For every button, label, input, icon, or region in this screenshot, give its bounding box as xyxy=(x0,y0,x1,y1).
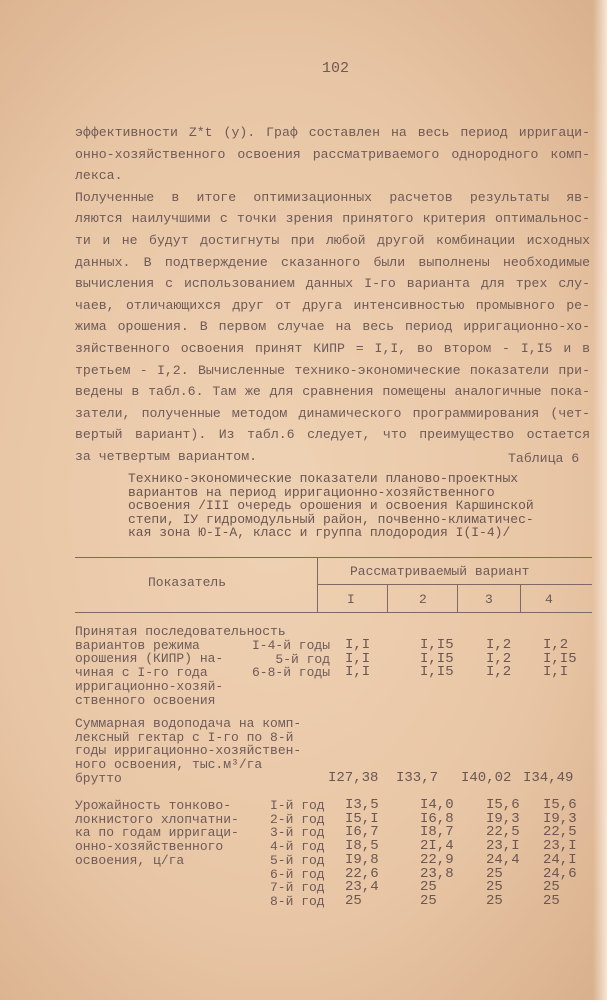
caption-line: степи, IУ гидромодульный район, почвенно-климатичес- xyxy=(128,511,534,527)
cell-value: 22,5 xyxy=(543,824,577,841)
page-edge xyxy=(593,0,607,1000)
cell-value: I8,7 xyxy=(420,824,454,841)
cell-value: I5,6 xyxy=(486,797,520,813)
body-line: онно-хозяйственного освоения рассматриваемого однородного комп- xyxy=(75,146,590,162)
header-variant: Рассматриваемый вариант xyxy=(350,564,530,579)
period-label: 5-й год xyxy=(270,852,325,868)
label-line: освоения, ц/га xyxy=(75,852,185,868)
table-vrule xyxy=(520,584,521,612)
table-vrule xyxy=(387,584,388,612)
cell-value: I9,8 xyxy=(345,851,379,868)
label-line: Урожайность тонково- xyxy=(75,798,232,813)
body-line: зяйственного освоения принят КИПР = I,I, во втором - I,I5 и в xyxy=(75,341,590,356)
table-label: Таблица 6 xyxy=(508,451,580,466)
cell-value: 24,4 xyxy=(486,851,520,868)
body-line: ти и не будут достигнуты при любой другой комбинации исходных xyxy=(75,233,590,248)
cell-value: 25 xyxy=(345,892,362,909)
body-line: за четвертым вариантом. xyxy=(75,449,258,464)
label-line: локнистого хлопчатни- xyxy=(75,811,239,827)
cell-value: 25 xyxy=(543,892,560,909)
period-label: 4-й год xyxy=(270,839,325,855)
cell-value: 22,9 xyxy=(420,851,454,868)
cell-value: I8,5 xyxy=(345,838,379,855)
cell-value: I34,49 xyxy=(523,770,574,786)
label-line: онно-хозяйственного xyxy=(75,839,224,855)
table-rule-top xyxy=(75,557,592,558)
body-line: ляются наилучшими с точки зрения принятого критерия оптимальнос- xyxy=(75,211,590,227)
cell-value: 23,4 xyxy=(345,879,379,896)
body-line: вычисления с использованием данных I-го варианта для трех слу- xyxy=(75,276,590,292)
cell-value: I,2 xyxy=(543,637,569,653)
period-label: 6-й год xyxy=(270,866,325,882)
cell-value: I,I5 xyxy=(420,650,454,667)
body-line: Полученные в итоге оптимизационных расчетов результаты яв- xyxy=(75,189,590,205)
cell-value: 25 xyxy=(486,865,503,882)
variant-2: 2 xyxy=(419,592,427,607)
cell-value: 23,I xyxy=(486,838,520,855)
table-vrule xyxy=(317,557,318,612)
cell-value: 22,6 xyxy=(345,865,379,882)
period-label: 6-8-й годы xyxy=(251,665,330,681)
header-indicator: Показатель xyxy=(148,575,227,590)
period-label: 5-й год xyxy=(275,651,330,667)
row-kipr-label: Принятая последовательность вариантов режима орошения (КИПР) на- чиная с I-го года ирригационно-хозяй- ственного освоения xyxy=(75,624,286,708)
variant-4: 4 xyxy=(545,592,553,607)
caption-line: вариантов на период ирригационно-хозяйственного xyxy=(128,484,495,500)
cell-value: 24,6 xyxy=(543,865,577,882)
table-rule-bottom xyxy=(75,612,592,613)
cell-value: I9,3 xyxy=(543,810,577,827)
cell-value: I,I5 xyxy=(420,664,454,681)
cell-value: 25 xyxy=(486,892,503,909)
cell-value: I5,I xyxy=(345,810,379,827)
period-label: 2-й год xyxy=(270,811,325,827)
table-vrule xyxy=(457,584,458,612)
period-label: 3-й год xyxy=(270,825,325,841)
cell-value: I,2 xyxy=(486,637,512,653)
cell-value: I,I xyxy=(345,650,371,667)
caption-line: освоения /III очередь орошения и освоения Каршинской xyxy=(128,498,534,514)
caption-line: Технико-экономические показатели планово-проектных xyxy=(128,471,519,486)
page-number: 102 xyxy=(322,60,350,77)
body-line: третьем - I,2. Вычисленные технико-экономические показатели при- xyxy=(75,362,590,378)
cell-value: 25 xyxy=(420,892,437,909)
cell-value: 25 xyxy=(420,879,437,896)
period-label: I-й год xyxy=(270,798,325,813)
variant-3: 3 xyxy=(485,592,493,607)
body-line: затели, полученные методом динамического программирования (чет- xyxy=(75,405,590,421)
cell-value: I6,8 xyxy=(420,810,454,827)
cell-value: I6,7 xyxy=(345,824,379,841)
cell-value: I,I5 xyxy=(420,637,454,653)
cell-value: I,I xyxy=(345,637,371,653)
row-water-label: Суммарная водоподача на комп- лексный гектар с I-го по 8-й годы ирригационно-хозяйствен- ного освоения, тыс.м³/га брутто xyxy=(75,716,302,786)
period-label: 8-й год xyxy=(270,893,325,909)
body-line: эффективности Z*t (y). Граф составлен на весь период ирригаци- xyxy=(75,125,590,140)
cell-value: I4,0 xyxy=(420,797,454,813)
cell-value: I,I xyxy=(543,664,569,681)
variant-1: I xyxy=(347,592,355,607)
cell-value: I40,02 xyxy=(461,770,512,786)
body-line: лекса. xyxy=(75,168,123,184)
cell-value: I,2 xyxy=(486,664,512,681)
table-rule-sub xyxy=(317,584,592,585)
cell-value: 23,I xyxy=(543,838,577,855)
cell-value: I9,3 xyxy=(486,810,520,827)
period-label: I-4-й годы xyxy=(251,638,330,653)
cell-value: I,I5 xyxy=(543,650,577,667)
cell-value: I33,7 xyxy=(396,770,439,786)
body-line: данных. В подтверждение сказанного были выполнены необходимые xyxy=(75,254,590,270)
body-line: чаев, отличающихся друг от друга интенсивностью промывного ре- xyxy=(75,297,590,313)
caption-line: кая зона Ю-I-А, класс и группа плодородия I(I-4)/ xyxy=(128,525,511,541)
cell-value: I,I xyxy=(345,664,371,681)
cell-value: I27,38 xyxy=(328,770,379,786)
cell-value: I5,6 xyxy=(543,797,577,813)
body-line: вертый вариант). Из табл.6 следует, что преимущество остается xyxy=(75,427,590,443)
cell-value: 25 xyxy=(543,879,560,896)
cell-value: 23,8 xyxy=(420,865,454,882)
cell-value: 22,5 xyxy=(486,824,520,841)
body-line: ведены в табл.6. Там же для сравнения помещены аналогичные пока- xyxy=(75,384,590,400)
label-line: ка по годам ирригаци- xyxy=(75,825,239,841)
cell-value: I3,5 xyxy=(345,797,379,813)
cell-value: I,2 xyxy=(486,650,512,667)
cell-value: 25 xyxy=(486,879,503,896)
period-label: 7-й год xyxy=(270,880,325,896)
cell-value: 24,I xyxy=(543,851,577,868)
cell-value: 2I,4 xyxy=(420,838,454,855)
body-line: жима орошения. В первом случае на весь период ирригационно-хо- xyxy=(75,319,590,335)
